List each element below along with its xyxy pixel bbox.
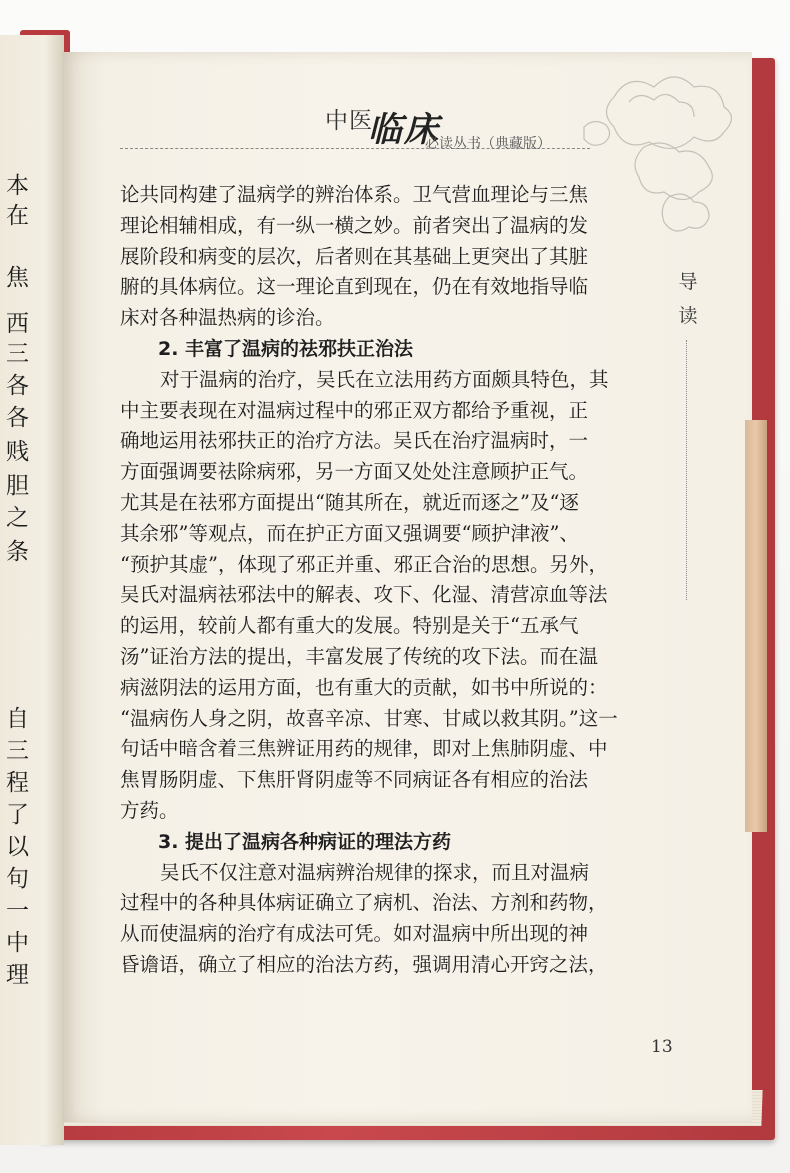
text-line: 句话中暗含着三焦辨证用药的规律，即对上焦肺阴虚、中 xyxy=(120,737,608,761)
text-line: 其余邪”等观点，而在护正方面又强调要“顾护津液”、 xyxy=(120,521,579,545)
text-line: 方面强调要祛除病邪，另一方面又处处注意顾护正气。 xyxy=(120,460,589,484)
text-line: 对于温病的治疗，吴氏在立法用药方面颇具特色，其 xyxy=(160,367,609,391)
left-page-char: 程 xyxy=(6,770,29,796)
left-page-char: 一 xyxy=(6,898,29,924)
left-page-char: 之 xyxy=(6,505,29,531)
text-line: 腑的具体病位。这一理论直到现在，仍在有效地指导临 xyxy=(120,275,589,299)
left-page-char: 各 xyxy=(6,405,29,431)
text-line: 理论相辅相成，有一纵一横之妙。前者突出了温病的发 xyxy=(120,213,589,237)
text-line: 方药。 xyxy=(120,799,179,822)
left-page xyxy=(0,35,64,1145)
left-page-char: 焦 xyxy=(6,265,29,291)
left-page-char: 各 xyxy=(6,373,29,399)
left-page-char: 以 xyxy=(6,834,29,860)
text-line: 中主要表现在对温病过程中的邪正双方都给予重视，正 xyxy=(120,398,589,422)
left-page-char: 三 xyxy=(6,341,29,367)
text-line: 过程中的各种具体病证确立了病机、治法、方剂和药物， xyxy=(120,891,608,915)
left-page-char: 中 xyxy=(6,930,29,956)
left-page-text xyxy=(0,35,64,1145)
left-page-char: 在 xyxy=(6,203,29,229)
page-number: 13 xyxy=(651,1037,673,1057)
text-line: 病滋阴法的运用方面，也有重大的贡献，如书中所说的： xyxy=(120,675,608,699)
left-page-char: 本 xyxy=(6,173,29,199)
text-line: 确地运用祛邪扶正的治疗方法。吴氏在治疗温病时，一 xyxy=(120,429,589,453)
text-line: “温病伤人身之阴，故喜辛凉、甘寒、甘咸以救其阴。”这一 xyxy=(120,706,618,730)
side-tab-char: 读 xyxy=(678,305,698,327)
text-line: 论共同构建了温病学的辨治体系。卫气营血理论与三焦 xyxy=(120,183,589,206)
body-text xyxy=(120,182,640,1022)
header-title: 临床 xyxy=(368,110,440,150)
left-page-char: 三 xyxy=(6,738,29,764)
text-line: 床对各种温热病的诊治。 xyxy=(120,306,335,330)
text-line: 展阶段和病变的层次，后者则在其基础上更突出了其脏 xyxy=(120,244,589,268)
text-line: “预护其虚”，体现了邪正并重、邪正合治的思想。另外， xyxy=(120,552,608,576)
left-page-char: 自 xyxy=(6,706,29,732)
section-heading: 2. 丰富了温病的祛邪扶正治法 xyxy=(158,338,414,360)
left-page-char: 了 xyxy=(6,802,29,828)
text-line: 焦胃肠阴虚、下焦肝肾阴虚等不同病证各有相应的治法 xyxy=(120,768,589,792)
side-tab-char: 导 xyxy=(678,271,698,293)
left-page-char: 条 xyxy=(6,539,29,565)
left-page-char: 句 xyxy=(6,866,29,892)
text-line: 汤”证治方法的提出，丰富发展了传统的攻下法。而在温 xyxy=(120,645,598,668)
text-line: 昏谵语，确立了相应的治法方药，强调用清心开窍之法， xyxy=(120,953,608,976)
header-series: 必读丛书（典藏版） xyxy=(425,136,551,152)
left-page-char: 理 xyxy=(6,962,29,988)
section-heading: 3. 提出了温病各种病证的理法方药 xyxy=(158,830,452,853)
text-line: 从而使温病的治疗有成法可凭。如对温病中所出现的神 xyxy=(120,922,589,946)
side-tab xyxy=(668,265,708,333)
text-line: 吴氏对温病祛邪法中的解表、攻下、化湿、清营凉血等法 xyxy=(120,583,608,607)
text-line: 尤其是在祛邪方面提出“随其所在，就近而逐之”及“逐 xyxy=(120,491,579,514)
text-line: 的运用，较前人都有重大的发展。特别是关于“五承气 xyxy=(120,614,579,638)
side-divider xyxy=(686,340,687,600)
page-marker-band xyxy=(745,420,767,832)
header-label: 中医 xyxy=(325,108,373,134)
text-line: 吴氏不仅注意对温病辨治规律的探求，而且对温病 xyxy=(160,860,590,884)
left-page-char: 胆 xyxy=(6,473,29,499)
left-page-char: 西 xyxy=(6,311,29,337)
left-page-char: 贱 xyxy=(6,439,29,465)
